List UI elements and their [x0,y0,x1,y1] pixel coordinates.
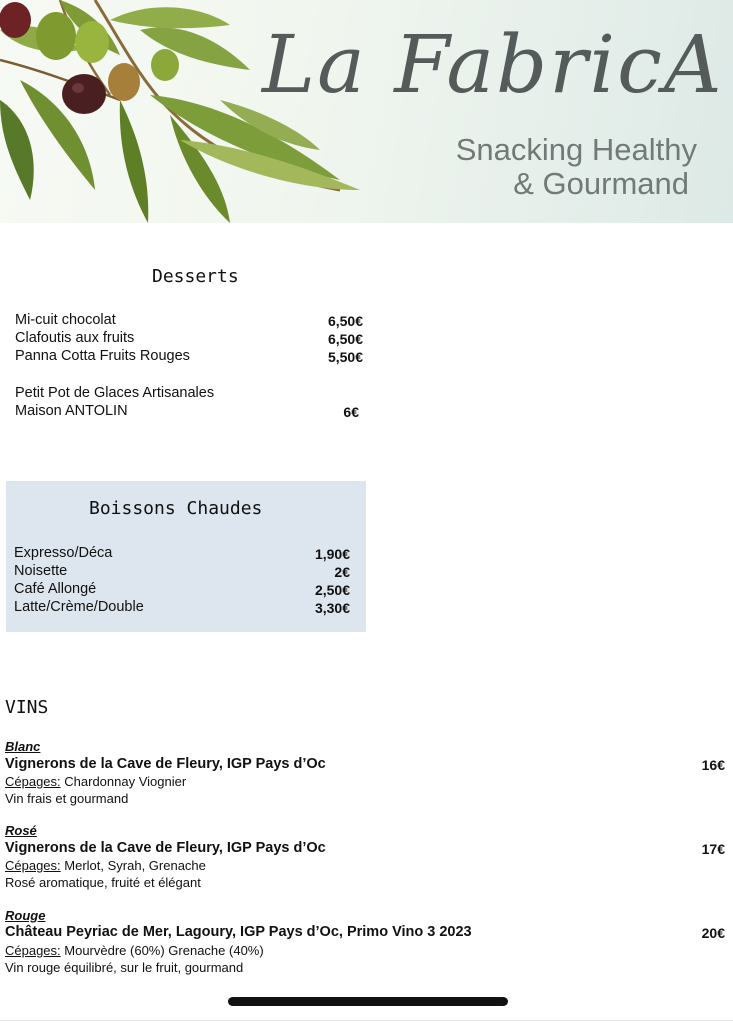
dessert-item-price: 5,50€ [327,349,363,365]
boisson-item-price: 3,30€ [314,600,350,616]
brand-tagline-1: Snacking Healthy [455,132,697,167]
vin-price: 16€ [701,757,725,773]
brand-title: La FabricA [262,18,724,111]
divider [0,1020,733,1021]
boisson-item-price: 1,90€ [314,546,350,562]
vin-name: Château Peyriac de Mer, Lagoury, IGP Pays d’Oc, Primo Vino 3 2023 [5,924,472,940]
header-banner [0,0,733,223]
vin-description: Vin rouge équilibré, sur le fruit, gourmand [5,960,244,975]
boisson-item-price: 2€ [334,564,350,580]
cepages-value: Mourvèdre (60%) Grenache (40%) [60,943,264,958]
brand-tagline-2: & Gourmand [513,166,689,201]
dessert-item-name: Clafoutis aux fruits [15,330,135,346]
vin-cepages [5,858,206,873]
vin-cepages [5,943,264,958]
vin-name: Vignerons de la Cave de Fleury, IGP Pays d’Oc [5,840,326,856]
cepages-label: Cépages: [5,858,61,873]
boisson-item-name: Noisette [14,563,68,579]
boisson-item-price: 2,50€ [314,582,350,598]
cepages-label: Cépages: [5,943,61,958]
vin-name: Vignerons de la Cave de Fleury, IGP Pays d’Oc [5,756,326,772]
vin-description: Vin frais et gourmand [5,791,129,806]
cepages-value: Merlot, Syrah, Grenache [60,858,206,873]
boisson-item-name: Latte/Crème/Double [14,599,144,615]
boisson-item-name: Café Allongé [14,581,97,597]
dessert-item-name: Mi-cuit chocolat [15,312,116,328]
glaces-line-2: Maison ANTOLIN [15,403,128,419]
dessert-item-name: Panna Cotta Fruits Rouges [15,348,190,364]
vin-description: Rosé aromatique, fruité et élégant [5,875,201,890]
cepages-value: Chardonnay Viognier [60,774,187,789]
dessert-item-price: 6,50€ [327,331,363,347]
vin-price: 17€ [701,841,725,857]
boisson-item-name: Expresso/Déca [14,545,113,561]
cepages-label: Cépages: [5,774,61,789]
glaces-line-1: Petit Pot de Glaces Artisanales [15,385,215,401]
dessert-item-price: 6,50€ [327,313,363,329]
home-indicator[interactable] [228,997,508,1006]
vins-heading: VINS [5,697,49,718]
vin-cepages [5,774,186,789]
vin-category: Rouge [5,908,46,923]
glaces-price: 6€ [343,404,359,420]
desserts-heading: Desserts [152,266,239,287]
vin-category: Blanc [5,739,41,754]
boissons-heading: Boissons Chaudes [89,498,263,519]
vin-category: Rosé [5,823,37,838]
vin-price: 20€ [701,925,725,941]
